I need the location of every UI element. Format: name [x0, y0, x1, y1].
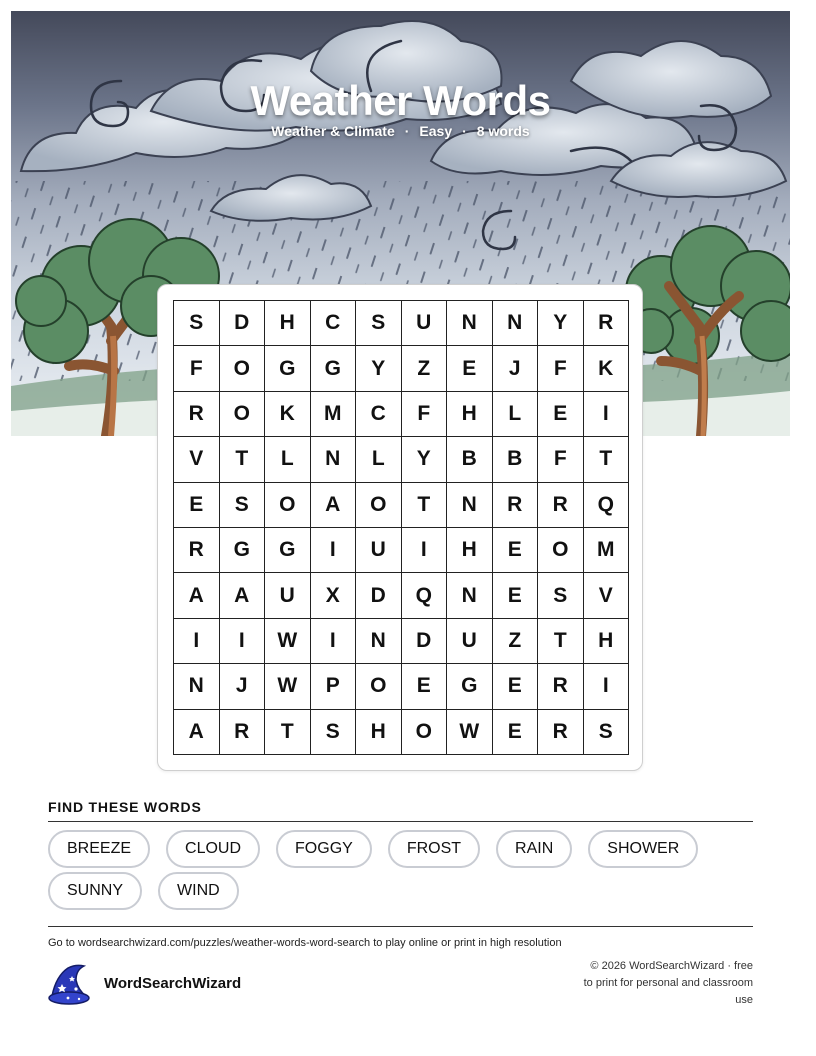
grid-cell[interactable]: W — [447, 710, 493, 755]
grid-cell[interactable]: J — [493, 346, 539, 391]
grid-cell[interactable]: D — [220, 301, 266, 346]
meta-separator: · — [462, 123, 467, 139]
grid-cell[interactable]: G — [265, 346, 311, 391]
grid-cell[interactable]: F — [538, 346, 584, 391]
grid-cell[interactable]: I — [174, 619, 220, 664]
word-chip: FROST — [388, 830, 480, 868]
grid-cell[interactable]: A — [311, 483, 357, 528]
grid-cell[interactable]: P — [311, 664, 357, 709]
grid-cell[interactable]: I — [402, 528, 448, 573]
grid-cell[interactable]: B — [447, 437, 493, 482]
grid-cell[interactable]: G — [311, 346, 357, 391]
difficulty-label: Easy — [419, 123, 453, 139]
grid-cell[interactable]: N — [447, 573, 493, 618]
word-chip: SHOWER — [588, 830, 698, 868]
grid-cell[interactable]: B — [493, 437, 539, 482]
grid-cell[interactable]: G — [447, 664, 493, 709]
grid-cell[interactable]: E — [402, 664, 448, 709]
grid-cell[interactable]: E — [493, 710, 539, 755]
grid-cell[interactable]: N — [174, 664, 220, 709]
word-chip: CLOUD — [166, 830, 260, 868]
grid-cell[interactable]: V — [584, 573, 630, 618]
grid-cell[interactable]: L — [493, 392, 539, 437]
word-chip: SUNNY — [48, 872, 142, 910]
grid-cell[interactable]: H — [265, 301, 311, 346]
grid-cell[interactable]: O — [356, 483, 402, 528]
grid-cell[interactable]: W — [265, 664, 311, 709]
grid-cell[interactable]: H — [447, 528, 493, 573]
grid-cell[interactable]: L — [356, 437, 402, 482]
grid-cell[interactable]: O — [356, 664, 402, 709]
grid-cell[interactable]: R — [538, 483, 584, 528]
copyright-text: © 2026 WordSearchWizard · free to print for personal and classroom use — [583, 960, 753, 1006]
grid-cell[interactable]: N — [493, 301, 539, 346]
grid-cell[interactable]: O — [265, 483, 311, 528]
grid-cell[interactable]: E — [174, 483, 220, 528]
grid-cell[interactable]: H — [584, 619, 630, 664]
word-chip: FOGGY — [276, 830, 372, 868]
grid-cell[interactable]: F — [174, 346, 220, 391]
grid-cell[interactable]: I — [584, 664, 630, 709]
grid-cell[interactable]: I — [220, 619, 266, 664]
word-chip: WIND — [158, 872, 239, 910]
grid-cell[interactable]: A — [174, 710, 220, 755]
grid-cell[interactable]: T — [538, 619, 584, 664]
word-chip: RAIN — [496, 830, 572, 868]
grid-cell[interactable]: Q — [584, 483, 630, 528]
grid-cell[interactable]: V — [174, 437, 220, 482]
brand-name[interactable]: WordSearchWizard — [104, 975, 242, 992]
word-list — [48, 830, 758, 910]
grid-cell[interactable]: S — [220, 483, 266, 528]
grid-cell[interactable]: X — [311, 573, 357, 618]
grid-cell[interactable]: E — [447, 346, 493, 391]
grid-cell[interactable]: K — [584, 346, 630, 391]
grid-cell[interactable]: I — [311, 528, 357, 573]
grid-cell[interactable]: Z — [493, 619, 539, 664]
play-online-text: Go to wordsearchwizard.com/puzzles/weather-words-word-search to play online or print in high resolution — [48, 937, 562, 949]
grid-cell[interactable]: E — [493, 573, 539, 618]
grid-cell[interactable]: Z — [402, 346, 448, 391]
grid-cell[interactable]: Y — [356, 346, 402, 391]
puzzle-card — [157, 284, 643, 771]
grid-cell[interactable]: T — [584, 437, 630, 482]
grid-cell[interactable]: D — [402, 619, 448, 664]
word-chip: BREEZE — [48, 830, 150, 868]
grid-cell[interactable]: T — [220, 437, 266, 482]
meta-separator: · — [404, 123, 410, 139]
puzzle-meta — [11, 123, 790, 139]
grid-cell[interactable]: N — [447, 483, 493, 528]
word-list-heading: FIND THESE WORDS — [48, 799, 202, 815]
grid-cell[interactable]: L — [265, 437, 311, 482]
divider — [48, 926, 753, 927]
grid-cell[interactable]: F — [402, 392, 448, 437]
page-title: Weather Words — [250, 77, 551, 124]
grid-cell[interactable]: U — [402, 301, 448, 346]
grid-cell[interactable]: S — [538, 573, 584, 618]
grid-cell[interactable]: H — [447, 392, 493, 437]
grid-cell[interactable]: Y — [538, 301, 584, 346]
grid-cell[interactable]: K — [265, 392, 311, 437]
grid-cell[interactable]: N — [311, 437, 357, 482]
grid-cell[interactable]: I — [584, 392, 630, 437]
grid-cell[interactable]: H — [356, 710, 402, 755]
grid-cell[interactable]: M — [311, 392, 357, 437]
wizard-hat-icon — [46, 962, 92, 1006]
grid-cell[interactable]: J — [220, 664, 266, 709]
grid-cell[interactable]: E — [493, 664, 539, 709]
grid-cell[interactable]: S — [356, 301, 402, 346]
grid-cell[interactable]: F — [538, 437, 584, 482]
grid-cell[interactable]: Y — [402, 437, 448, 482]
grid-cell[interactable]: O — [220, 346, 266, 391]
grid-cell[interactable]: S — [311, 710, 357, 755]
grid-cell[interactable]: W — [265, 619, 311, 664]
divider — [48, 821, 753, 822]
grid-cell[interactable]: O — [538, 528, 584, 573]
grid-cell[interactable]: N — [356, 619, 402, 664]
grid-cell[interactable]: R — [174, 392, 220, 437]
grid-cell[interactable]: T — [265, 710, 311, 755]
grid-cell[interactable]: R — [538, 664, 584, 709]
grid-cell[interactable]: R — [538, 710, 584, 755]
grid-cell[interactable]: U — [265, 573, 311, 618]
category-label: Weather & Climate — [271, 123, 395, 139]
grid-cell[interactable]: R — [220, 710, 266, 755]
grid-cell[interactable]: O — [402, 710, 448, 755]
grid-cell[interactable]: G — [265, 528, 311, 573]
grid-cell[interactable]: E — [493, 528, 539, 573]
grid-cell[interactable]: T — [402, 483, 448, 528]
grid-cell[interactable]: O — [220, 392, 266, 437]
grid-cell[interactable]: U — [356, 528, 402, 573]
grid-cell[interactable]: U — [447, 619, 493, 664]
grid-cell[interactable]: C — [356, 392, 402, 437]
grid-cell[interactable]: R — [493, 483, 539, 528]
grid-cell[interactable]: A — [220, 573, 266, 618]
grid-cell[interactable]: Q — [402, 573, 448, 618]
grid-cell[interactable]: C — [311, 301, 357, 346]
grid-cell[interactable]: D — [356, 573, 402, 618]
grid-cell[interactable]: A — [174, 573, 220, 618]
grid-cell[interactable]: R — [174, 528, 220, 573]
grid-cell[interactable]: R — [584, 301, 630, 346]
grid-cell[interactable]: E — [538, 392, 584, 437]
grid-cell[interactable]: S — [584, 710, 630, 755]
grid-cell[interactable]: M — [584, 528, 630, 573]
grid-cell[interactable]: I — [311, 619, 357, 664]
grid-cell[interactable]: S — [174, 301, 220, 346]
grid-cell[interactable]: N — [447, 301, 493, 346]
letter-grid — [173, 300, 629, 755]
word-count-label: 8 words — [476, 123, 530, 139]
grid-cell[interactable]: G — [220, 528, 266, 573]
